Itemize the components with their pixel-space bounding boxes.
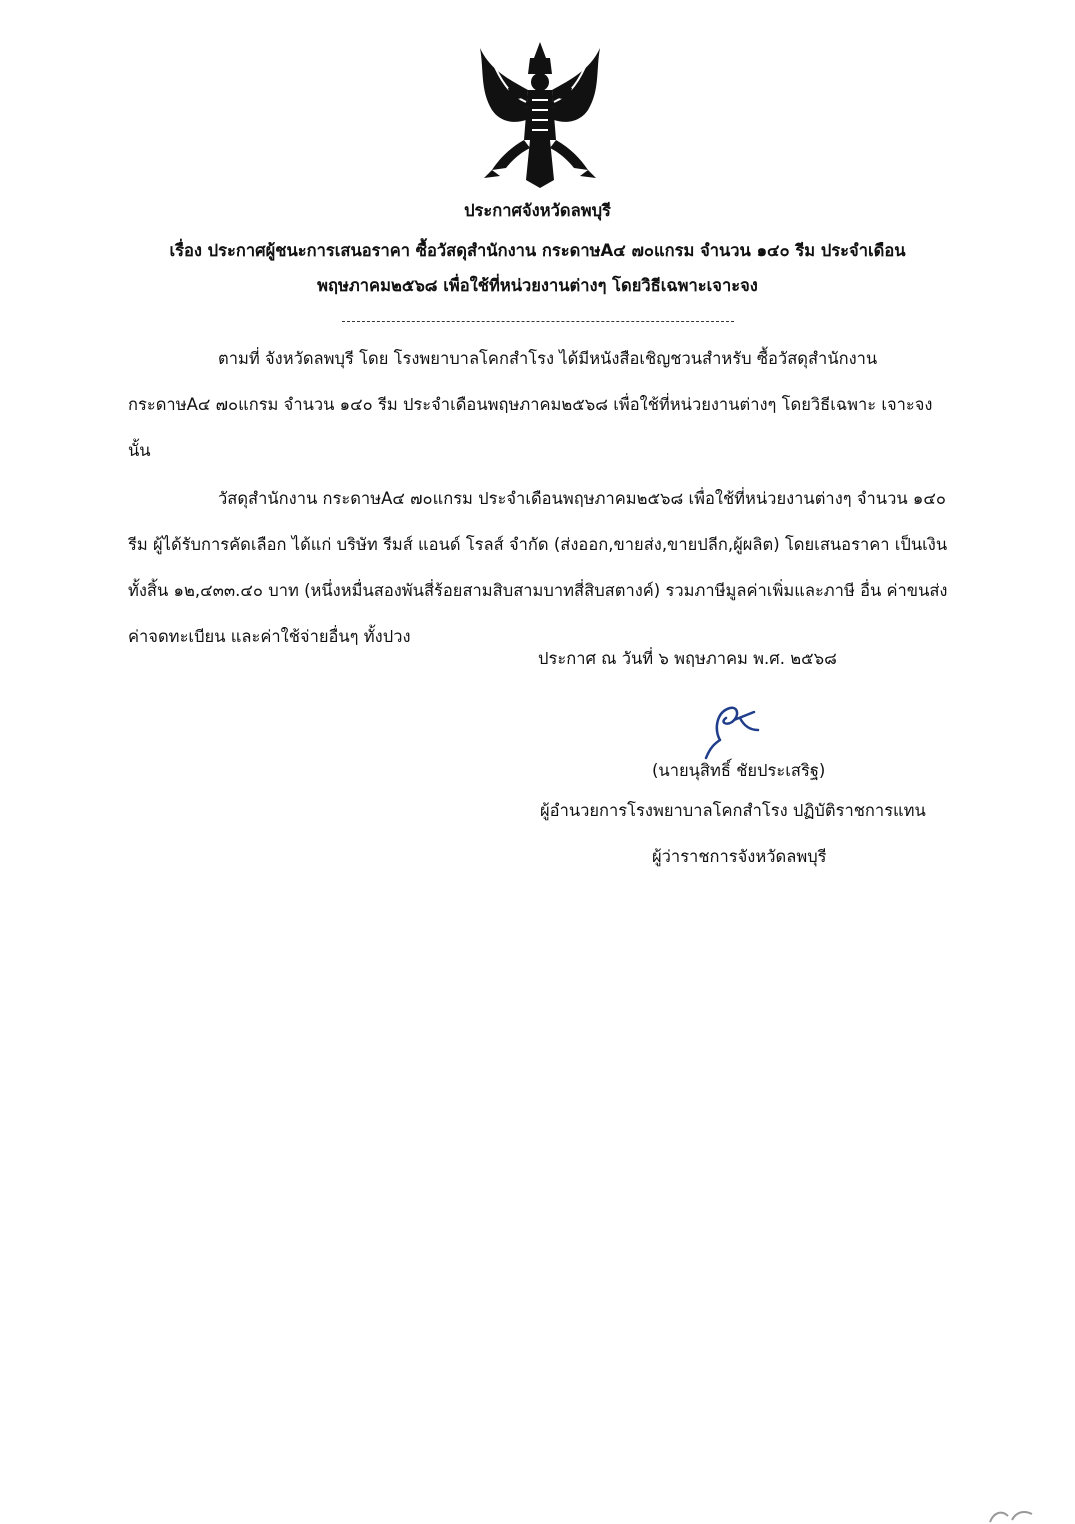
subject-line-2: พฤษภาคม๒๕๖๘ เพื่อใช้ที่หน่วยงานต่างๆ โดยวิธีเฉพาะเจาะจง [317,276,758,295]
document-title: ประกาศจังหวัดลพบุรี [464,201,611,220]
signature-icon [696,700,776,760]
announce-date: ประกาศ ณ วันที่ ๖ พฤษภาคม พ.ศ. ๒๕๖๘ [538,649,837,668]
body-paragraph-2: วัสดุสำนักงาน กระดาษA๔ ๗๐แกรม ประจำเดือนพฤษภาคม๒๕๖๘ เพื่อใช้ที่หน่วยงานต่างๆ จำนวน ๑๔๐ รีม ผู้ได้รับการคัดเลือก ได้แก่ บริษัท รีมส์ แอนด์ โรลส์ จำกัด (ส่งออก,ขายส่ง,ขายปลีก,ผู้ผลิต) โดยเสนอราคา เป็นเงินทั้งสิ้น ๑๒,๔๓๓.๔๐ บาท (หนึ่งหมื่นสองพันสี่ร้อยสามสิบสามบาทสี่สิบสตางค์) รวมภาษีมูลค่าเพิ่มและภาษี อื่น ค่าขนส่ง ค่าจดทะเบียน และค่าใช้จ่ายอื่นๆ ทั้งปวง [128,489,948,646]
signer-position-1: ผู้อำนวยการโรงพยาบาลโคกสำโรง ปฏิบัติราชการแทน [540,801,926,820]
signer-position-2: ผู้ว่าราชการจังหวัดลพบุรี [652,847,827,866]
page-mark-icon [988,1504,1038,1524]
title-divider [342,321,734,322]
garuda-emblem-icon [470,40,610,190]
signer-name: (นายนุสิทธิ์ ชัยประเสริฐ) [652,761,826,780]
body-paragraph-1: ตามที่ จังหวัดลพบุรี โดย โรงพยาบาลโคกสำโรง ได้มีหนังสือเชิญชวนสำหรับ ซื้อวัสดุสำนักงาน กระดาษA๔ ๗๐แกรม จำนวน ๑๔๐ รีม ประจำเดือนพฤษภาคม๒๕๖๘ เพื่อใช้ที่หน่วยงานต่างๆ โดยวิธีเฉพาะ เจาะจง นั้น [128,349,933,460]
subject-line-1: เรื่อง ประกาศผู้ชนะการเสนอราคา ซื้อวัสดุสำนักงาน กระดาษA๔ ๗๐แกรม จำนวน ๑๔๐ รีม ประจำเดือน [169,241,906,260]
